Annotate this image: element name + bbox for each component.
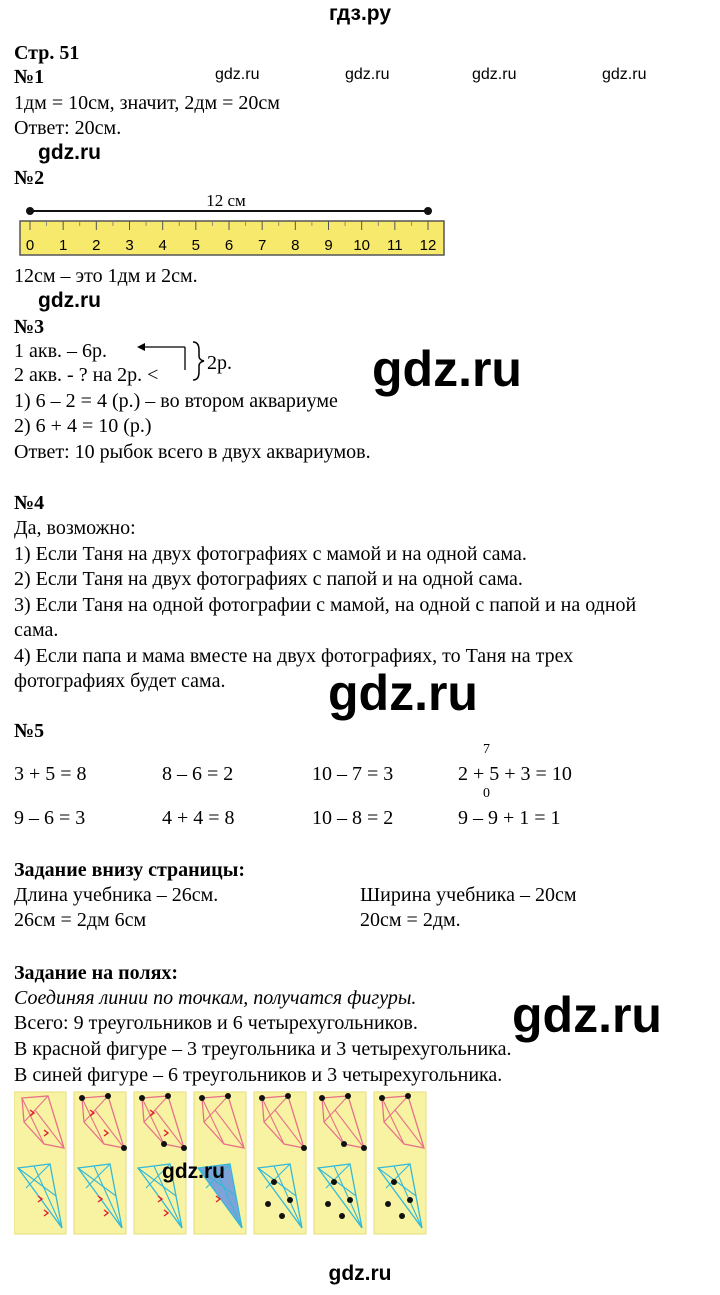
task5-expr: 9 – 6 = 3 [14, 807, 86, 829]
task3-line2: 2 акв. - ? на 2р. < [14, 364, 159, 386]
task1-line: 1дм = 10см, значит, 2дм = 20см [14, 92, 280, 114]
watermark: gdz.ru [38, 141, 101, 164]
ruler-tick-label: 4 [158, 237, 167, 254]
margin-task-italic: Соединяя линии по точкам, получатся фигуры. [14, 987, 417, 1009]
task5-note-top: 7 [483, 742, 490, 757]
site-title: гдз.ру [328, 2, 392, 25]
task2-text: 12см – это 1дм и 2см. [14, 265, 198, 287]
figure-card [14, 1092, 66, 1234]
ruler-tick-label: 9 [324, 237, 333, 254]
figure-card [374, 1092, 426, 1234]
ruler-tick-label: 11 [387, 237, 403, 254]
task3-brace-label: 2р. [207, 352, 232, 374]
task4-item: 1) Если Таня на двух фотографиях с мамой и на одной сама. [14, 543, 527, 565]
task3-step2: 2) 6 + 4 = 10 (р.) [14, 415, 152, 437]
task3-title: №3 [14, 316, 45, 338]
watermark-footer: gdz.ru [328, 1262, 392, 1285]
watermark: gdz.ru [372, 341, 522, 397]
figure-card [74, 1092, 127, 1234]
task4-title: №4 [14, 492, 45, 514]
task5-expr: 8 – 6 = 2 [162, 763, 234, 785]
bottom-task-left2: 26см = 2дм 6см [14, 909, 147, 931]
task4-item: фотографиях будет сама. [14, 670, 226, 692]
bottom-task-title: Задание внизу страницы: [14, 859, 245, 881]
watermark: gdz.ru [162, 1160, 225, 1183]
watermark: gdz.ru [215, 66, 260, 83]
task2-title: №2 [14, 167, 45, 189]
margin-task-line2: В красной фигуре – 3 треугольника и 3 четырехугольника. [14, 1038, 512, 1060]
ruler-tick-label: 3 [125, 237, 134, 254]
task1-answer: Ответ: 20см. [14, 117, 122, 139]
ruler-tick-label: 10 [353, 237, 371, 254]
task4-item: 3) Если Таня на одной фотографии с мамой, на одной с папой и на одной [14, 594, 637, 616]
task4-intro: Да, возможно: [14, 517, 136, 539]
bottom-task-left1: Длина учебника – 26см. [14, 884, 219, 906]
ruler-figure [14, 188, 450, 260]
watermark: gdz.ru [328, 665, 478, 721]
ruler-length-label: 12 см [206, 191, 246, 210]
task5-expr: 10 – 8 = 2 [312, 807, 394, 829]
ruler-tick-label: 1 [58, 237, 68, 254]
task3-line1: 1 акв. – 6р. [14, 340, 108, 362]
task5-title: №5 [14, 720, 45, 742]
ruler-tick-label: 12 [419, 237, 437, 254]
task5-expr: 4 + 4 = 8 [162, 807, 235, 829]
ruler-tick-label: 5 [191, 237, 201, 254]
bottom-task-right1: Ширина учебника – 20см [360, 884, 577, 906]
ruler-tick-label: 0 [25, 237, 35, 254]
watermark: gdz.ru [472, 66, 517, 83]
task3-answer: Ответ: 10 рыбок всего в двух аквариумов. [14, 441, 371, 463]
task5-note-bottom: 0 [483, 786, 490, 801]
ruler-tick-label: 7 [257, 237, 267, 254]
watermark: gdz.ru [602, 66, 647, 83]
watermark: gdz.ru [345, 66, 390, 83]
task5-expr: 2 + 5 + 3 = 10 [458, 763, 572, 785]
ruler-tick-label: 8 [291, 237, 300, 254]
task5-expr: 10 – 7 = 3 [312, 763, 394, 785]
margin-task-line3: В синей фигуре – 6 треугольников и 3 четырехугольника. [14, 1064, 503, 1086]
watermark: gdz.ru [512, 987, 662, 1043]
task5-expr: 9 – 9 + 1 = 1 [458, 807, 561, 829]
task1-title: №1 [14, 66, 45, 88]
brace [193, 342, 204, 380]
ruler-tick-label: 2 [92, 237, 101, 254]
margin-task-title: Задание на полях: [14, 962, 179, 984]
task5-expr: 3 + 5 = 8 [14, 763, 87, 785]
task3-step1: 1) 6 – 2 = 4 (р.) – во втором аквариуме [14, 390, 338, 412]
comparison-arrow [135, 338, 210, 386]
ruler-tick-label: 6 [224, 237, 234, 254]
figure-card [254, 1092, 307, 1234]
task4-item: 4) Если папа и мама вместе на двух фотографиях, то Таня на трех [14, 645, 574, 667]
margin-task-line1: Всего: 9 треугольников и 6 четырехугольников. [14, 1012, 418, 1034]
figure-card [314, 1092, 367, 1234]
page-number: Стр. 51 [14, 42, 80, 64]
task4-item: сама. [14, 619, 59, 641]
watermark: gdz.ru [38, 289, 101, 312]
bottom-task-right2: 20см = 2дм. [360, 909, 461, 931]
task4-item: 2) Если Таня на двух фотографиях с папой и на одной сама. [14, 568, 523, 590]
